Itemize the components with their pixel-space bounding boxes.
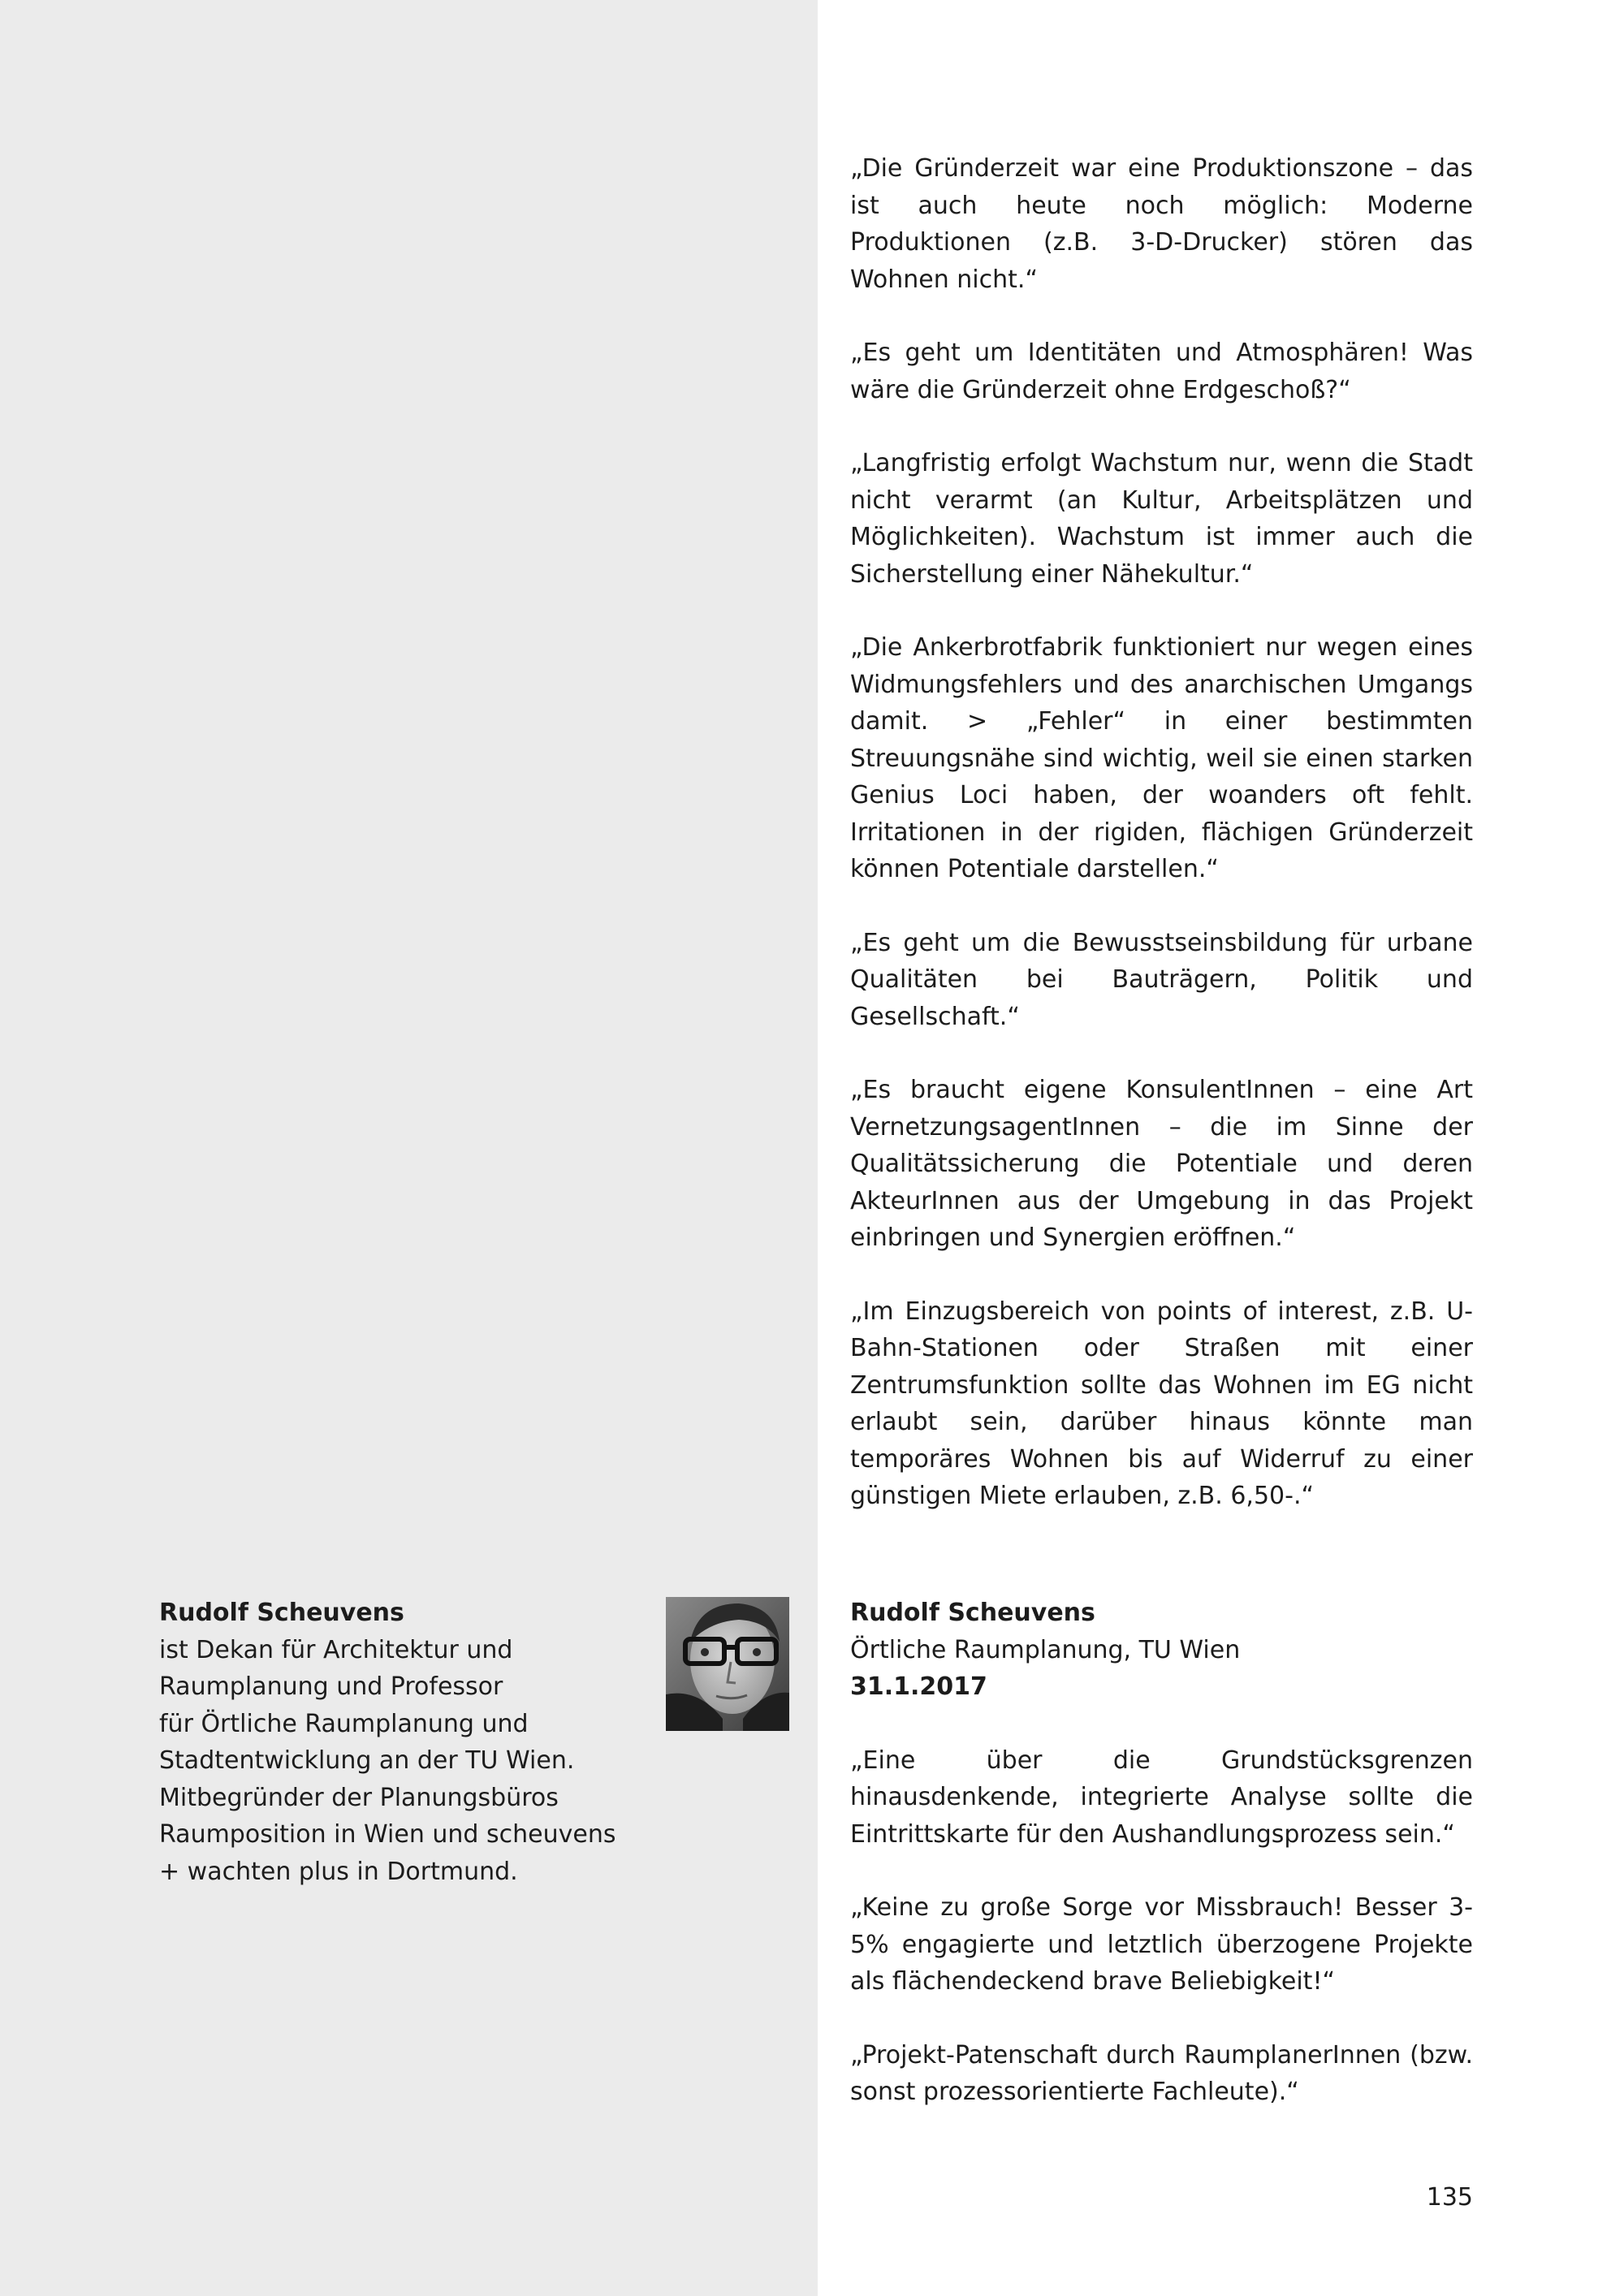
quote-paragraph: „Langfristig erfolgt Wachstum nur, wenn die Stadt nicht verarmt (an Kultur, Arbeitsplätzen und Möglichkeiten). Wachstum ist immer auch die Sicherstellung einer Nähekultur.“ [850, 449, 1473, 589]
quote-paragraph: „Projekt-Patenschaft durch RaumplanerInnen (bzw. sonst prozessorientierte Fachleute).“ [850, 2040, 1473, 2106]
bio-line: + wachten plus in Dortmund. [159, 1857, 518, 1886]
bio-line: Mitbegründer der Planungsbüros [159, 1783, 559, 1812]
author-bio [159, 1595, 663, 1890]
portrait-photo [666, 1597, 789, 1731]
bio-line: für Örtliche Raumplanung und [159, 1709, 529, 1738]
quote-paragraph: „Keine zu große Sorge vor Missbrauch! Besser 3-5% engagierte und letztlich überzogene Projekte als flächendeckend brave Beliebigkeit!“ [850, 1893, 1473, 1996]
bio-name: Rudolf Scheuvens [159, 1599, 404, 1627]
interview-affiliation: Örtliche Raumplanung, TU Wien [850, 1635, 1241, 1664]
bio-text [159, 1632, 663, 1891]
interview-date: 31.1.2017 [850, 1672, 987, 1701]
quote-paragraph: „Es geht um die Bewusstseinsbildung für urbane Qualitäten bei Bauträgern, Politik und Gesellschaft.“ [850, 928, 1473, 1031]
bio-line: ist Dekan für Architektur und [159, 1635, 513, 1664]
interview-name: Rudolf Scheuvens [850, 1599, 1095, 1627]
quote-paragraph: „Die Ankerbrotfabrik funktioniert nur wegen eines Widmungsfehlers und des anarchischen Umgangs damit. > „Fehler“ in einer bestimmten Streuungsnähe sind wichtig, weil sie einen starken Genius Loci haben, der woanders oft fehlt. Irritationen in der rigiden, flächigen Gründerzeit können Potentiale darstellen.“ [850, 633, 1473, 883]
bio-line: Stadtentwicklung an der TU Wien. [159, 1746, 575, 1775]
interview-block [850, 1595, 1473, 2147]
quote-paragraph: „Im Einzugsbereich von points of interest, z.B. U-Bahn-Stationen oder Straßen mit einer Zentrumsfunktion sollte das Wohnen im EG nicht erlaubt sein, darüber hinaus könnte man temporäres Wohnen bis auf Widerruf zu einer günstigen Miete erlauben, z.B. 6,50-.“ [850, 1297, 1473, 1510]
quote-paragraph: „Die Gründerzeit war eine Produktionszone – das ist auch heute noch möglich: Moderne Produktionen (z.B. 3-D-Drucker) stören das Wohnen nicht.“ [850, 154, 1473, 294]
page-number: 135 [1426, 2183, 1473, 2212]
quotes-column-top [850, 150, 1473, 1552]
bio-line: Raumplanung und Professor [159, 1672, 503, 1701]
quote-paragraph: „Es geht um Identitäten und Atmosphären! Was wäre die Gründerzeit ohne Erdgeschoß?“ [850, 339, 1473, 404]
bio-line: Raumposition in Wien und scheuvens [159, 1820, 616, 1849]
quote-paragraph: „Es braucht eigene KonsulentInnen – eine Art VernetzungsagentInnen – die im Sinne der Qualitätssicherung die Potentiale und deren AkteurInnen aus der Umgebung in das Projekt einbringen und Synergien eröffnen.“ [850, 1076, 1473, 1252]
quote-paragraph: „Eine über die Grundstücksgrenzen hinausdenkende, integrierte Analyse sollte die Eintrittskarte für den Aushandlungsprozess sein.“ [850, 1746, 1473, 1849]
interview-quotes [850, 1742, 1473, 2111]
